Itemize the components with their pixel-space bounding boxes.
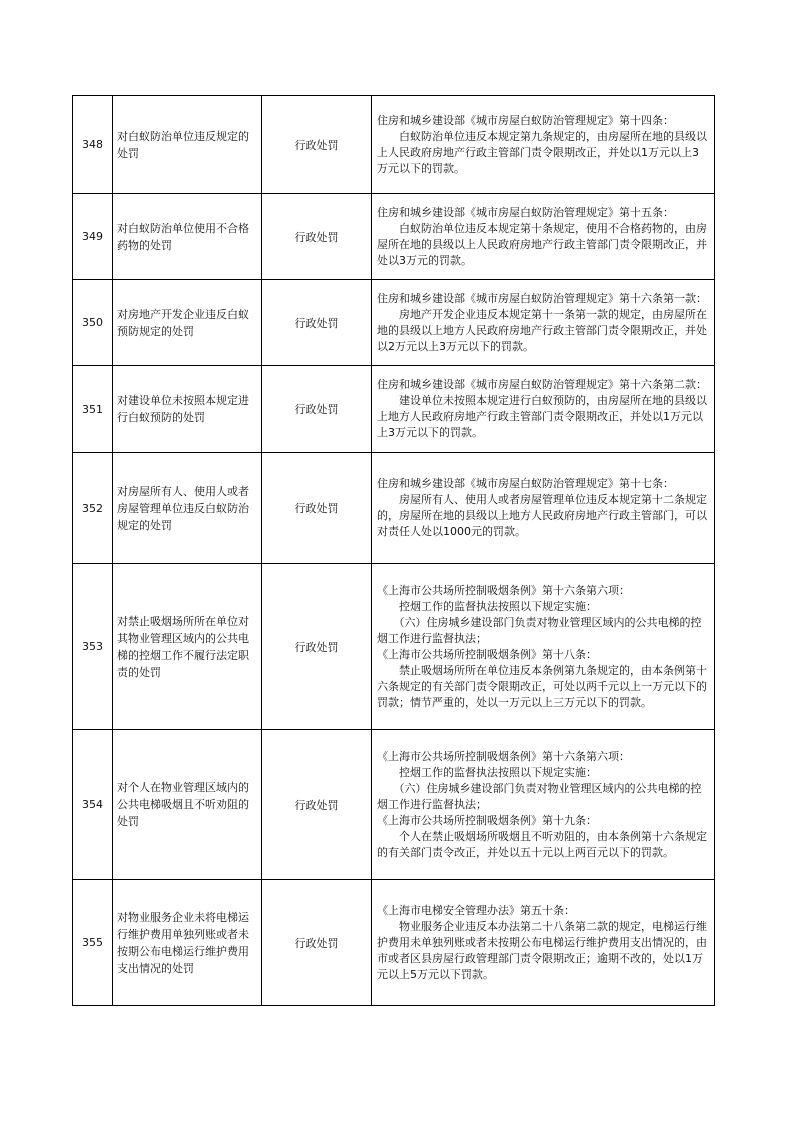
table-row (73, 280, 715, 366)
table-row (73, 564, 715, 730)
penalty-item: 对白蚁防治单位使用不合格药物的处罚 (113, 194, 262, 280)
regulation-table (72, 95, 715, 1006)
legal-basis-line: 《上海市公共场所控制吸烟条例》第十六条第六项： (377, 583, 630, 597)
legal-basis (372, 730, 715, 880)
legal-basis-line: 控烟工作的监督执法按照以下规定实施： (377, 765, 597, 779)
legal-basis (372, 96, 715, 194)
legal-basis (372, 453, 715, 564)
penalty-item: 对房地产开发企业违反白蚁预防规定的处罚 (113, 280, 262, 366)
legal-basis-line: 房地产开发企业违反本规定第十一条第一款的规定，由房屋所在地的县级以上地方人民政府房地产行政主管部门责令限期改正，并处以2万元以上3万元以下的罚款。 (377, 307, 707, 353)
legal-basis-line: 住房和城乡建设部《城市房屋白蚁防治管理规定》第十四条： (377, 113, 674, 127)
legal-basis-line: 《上海市公共场所控制吸烟条例》第十九条： (377, 813, 597, 827)
legal-basis-line: （六）住房城乡建设部门负责对物业管理区域内的公共电梯的控烟工作进行监督执法； (377, 781, 702, 811)
penalty-item: 对物业服务企业未将电梯运行维护费用单独列账或者未按期公布电梯运行维护费用支出情况的处罚 (113, 880, 262, 1006)
penalty-category: 行政处罚 (262, 730, 372, 880)
legal-basis-line: 物业服务企业违反本办法第二十八条第二款的规定，电梯运行维护费用未单独列账或者未按期公布电梯运行维护费用支出情况的，由市或者区县房屋行政管理部门责令限期改正；逾期不改的，处以1万元以上5万元以下罚款。 (377, 919, 707, 981)
legal-basis-line: 白蚁防治单位违反本规定第九条规定的，由房屋所在地的县级以上人民政府房地产行政主管部门责令限期改正，并处以1万元以上3万元以下的罚款。 (377, 129, 707, 175)
legal-basis-line: 控烟工作的监督执法按照以下规定实施： (377, 599, 597, 613)
penalty-category: 行政处罚 (262, 880, 372, 1006)
penalty-category: 行政处罚 (262, 96, 372, 194)
legal-basis-line: 建设单位未按照本规定进行白蚁预防的，由房屋所在地的县级以上地方人民政府房地产行政主管部门责令限期改正，并处以1万元以上3万元以下的罚款。 (377, 394, 707, 439)
row-number: 350 (73, 280, 113, 366)
row-number: 354 (73, 730, 113, 880)
penalty-item: 对禁止吸烟场所所在单位对其物业管理区域内的公共电梯的控烟工作不履行法定职责的处罚 (113, 564, 262, 730)
table-row (73, 194, 715, 280)
legal-basis-line: 《上海市公共场所控制吸烟条例》第十八条： (377, 647, 597, 661)
row-number: 351 (73, 366, 113, 453)
legal-basis (372, 280, 715, 366)
penalty-category: 行政处罚 (262, 366, 372, 453)
legal-basis-line: 《上海市公共场所控制吸烟条例》第十六条第六项： (377, 749, 630, 763)
legal-basis-line: 房屋所有人、使用人或者房屋管理单位违反本规定第十二条规定的，房屋所在地的县级以上地方人民政府房地产行政主管部门，可以对责任人处以1000元的罚款。 (377, 493, 707, 538)
legal-basis-line: 住房和城乡建设部《城市房屋白蚁防治管理规定》第十五条： (377, 205, 674, 219)
penalty-category: 行政处罚 (262, 194, 372, 280)
penalty-category: 行政处罚 (262, 280, 372, 366)
legal-basis (372, 194, 715, 280)
row-number: 349 (73, 194, 113, 280)
penalty-category: 行政处罚 (262, 564, 372, 730)
row-number: 352 (73, 453, 113, 564)
penalty-item: 对个人在物业管理区域内的公共电梯吸烟且不听劝阻的处罚 (113, 730, 262, 880)
legal-basis-line: 住房和城乡建设部《城市房屋白蚁防治管理规定》第十七条： (377, 477, 674, 490)
legal-basis (372, 366, 715, 453)
row-number: 348 (73, 96, 113, 194)
legal-basis-line: （六）住房城乡建设部门负责对物业管理区域内的公共电梯的控烟工作进行监督执法； (377, 615, 702, 645)
legal-basis-line: 禁止吸烟场所所在单位违反本条例第九条规定的，由本条例第十六条规定的有关部门责令限期改正，可处以两千元以上一万元以下的罚款；情节严重的，处以一万元以上三万元以下的罚款。 (377, 663, 707, 709)
legal-basis-line: 《上海市电梯安全管理办法》第五十条： (377, 903, 575, 917)
legal-basis-line: 白蚁防治单位违反本规定第十条规定，使用不合格药物的，由房屋所在地的县级以上人民政府房地产行政主管部门责令限期改正，并处以3万元的罚款。 (377, 221, 707, 267)
legal-basis (372, 880, 715, 1006)
penalty-item: 对房屋所有人、使用人或者房屋管理单位违反白蚁防治规定的处罚 (113, 453, 262, 564)
penalty-item: 对建设单位未按照本规定进行白蚁预防的处罚 (113, 366, 262, 453)
table-row (73, 453, 715, 564)
row-number: 353 (73, 564, 113, 730)
penalty-category: 行政处罚 (262, 453, 372, 564)
row-number: 355 (73, 880, 113, 1006)
table-row (73, 880, 715, 1006)
legal-basis-line: 住房和城乡建设部《城市房屋白蚁防治管理规定》第十六条第一款： (377, 291, 707, 305)
table-body (73, 96, 715, 1006)
table-row (73, 366, 715, 453)
legal-basis (372, 564, 715, 730)
legal-basis-line: 住房和城乡建设部《城市房屋白蚁防治管理规定》第十六条第二款： (377, 378, 707, 391)
table-row (73, 96, 715, 194)
table-row (73, 730, 715, 880)
legal-basis-line: 个人在禁止吸烟场所吸烟且不听劝阻的，由本条例第十六条规定的有关部门责令改正，并处以五十元以上两百元以下的罚款。 (377, 829, 707, 859)
penalty-item: 对白蚁防治单位违反规定的处罚 (113, 96, 262, 194)
